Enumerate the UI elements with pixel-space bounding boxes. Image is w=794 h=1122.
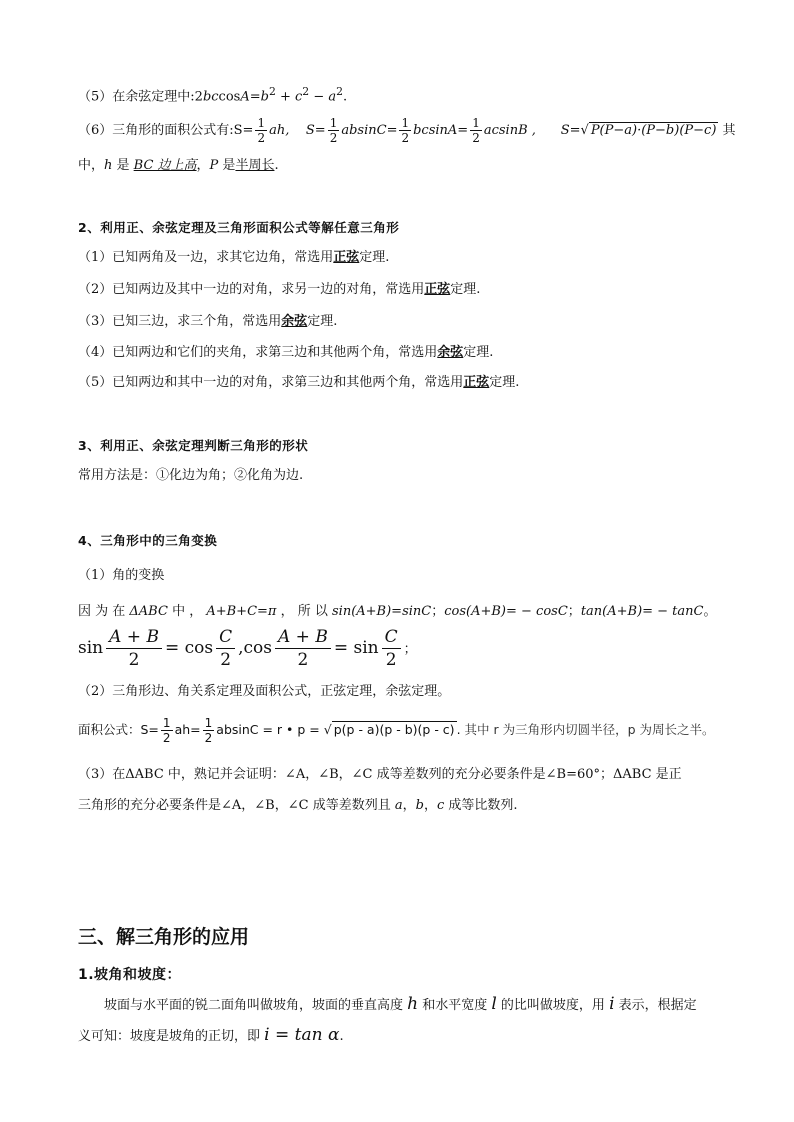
cosine-law-line: （5）在余弦定理中$:2bccosA=b^2 + c^2 - a^2$.	[78, 85, 348, 105]
heron-radicand: P(P−a)·(P−b)(P−c)	[590, 123, 717, 138]
s4-sub1: （1）角的变换	[78, 568, 165, 583]
s2-item-1: （1）已知两角及一边，求其它边角，常选用正弦定理.	[78, 250, 390, 265]
fraction-half: $\frac{1}{2}$	[472, 116, 480, 145]
section-2-heading: 2、利用正、余弦定理及三角形面积公式等解任意三角形	[78, 220, 400, 235]
fraction-half: $\frac{1}{2}$	[329, 116, 338, 145]
area-note-line: 中，h 是 BC 边上高，P 是半周长.	[78, 158, 279, 173]
section-4-heading: 4、三角形中的三角变换	[78, 533, 218, 548]
section-3-title: 三、解三角形的应用	[78, 926, 250, 948]
half-angle-identities: sin $\frac{A + B}{2}$ = cos $\frac{C}{2}$ ,cos $\frac{A + B}{2}$ = sin $\frac{C}{2}$ ；	[78, 627, 417, 670]
s4-sub2: （2）三角形边、角关系定理及面积公式，正弦定理，余弦定理。	[78, 684, 451, 699]
s2-item-5: （5）已知两边和其中一边的对角，求第三边和其他两个角，常选用正弦定理.	[78, 375, 520, 390]
slope-paragraph-line2: 义可知：坡度是坡角的正切，即 i = tan α.	[78, 1025, 344, 1045]
s2-item-4: （4）已知两边和它们的夹角，求第三边和其他两个角，常选用余弦定理.	[78, 345, 494, 360]
s3-text: 常用方法是：①化边为角；②化角为边.	[78, 468, 304, 483]
fraction-half: $\frac{1}{2}$	[257, 116, 266, 145]
s2-item-2: （2）已知两边及其中一边的对角，求另一边的对角，常选用正弦定理.	[78, 282, 481, 297]
slope-heading: 1.坡角和坡度：	[78, 967, 182, 983]
angle-sum-line: 因 为 在 ΔABC 中 ， A+B+C=π ， 所 以 sin(A+B)=sinC；cos(A+B)= − cosC；tan(A+B)= − tanC。	[78, 604, 717, 619]
area-formula-line: （6）三角形的面积公式有:S= $\frac{1}{2}$ ah, S= $\frac{1}{2}$ absinC= $\frac{1}{2}$ bcsinA= $\frac{1}{2}$ acsinB , S=√ P(P−a)·(P−b)(P−c) 其	[78, 116, 736, 145]
fraction-half: $\frac{1}{2}$	[401, 116, 410, 145]
slope-paragraph-line1: 坡面与水平面的锐二面角叫做坡角，坡面的垂直高度 h 和水平宽度 l 的比叫做坡度，用 i 表示，根据定	[104, 994, 697, 1014]
s2-item-3: （3）已知三边，求三个角，常选用余弦定理.	[78, 314, 338, 329]
section-3-heading: 3、利用正、余弦定理判断三角形的形状	[78, 438, 309, 453]
area-formula-2: 面积公式：S= $\frac{1}{2}$ ah= $\frac{1}{2}$ absinC = r • p = √ p(p - a)(p - b)(p - c) . 其中 r 为三角形内切圆半径，p 为周长之半。	[78, 716, 715, 745]
s4-sub3-line2: 三角形的充分必要条件是∠A，∠B，∠C 成等差数列且 a，b，c 成等比数列.	[78, 798, 518, 813]
s4-sub3-line1: （3）在ΔABC 中，熟记并会证明：∠A，∠B，∠C 成等差数列的充分必要条件是∠B=60°；ΔABC 是正	[78, 767, 682, 782]
